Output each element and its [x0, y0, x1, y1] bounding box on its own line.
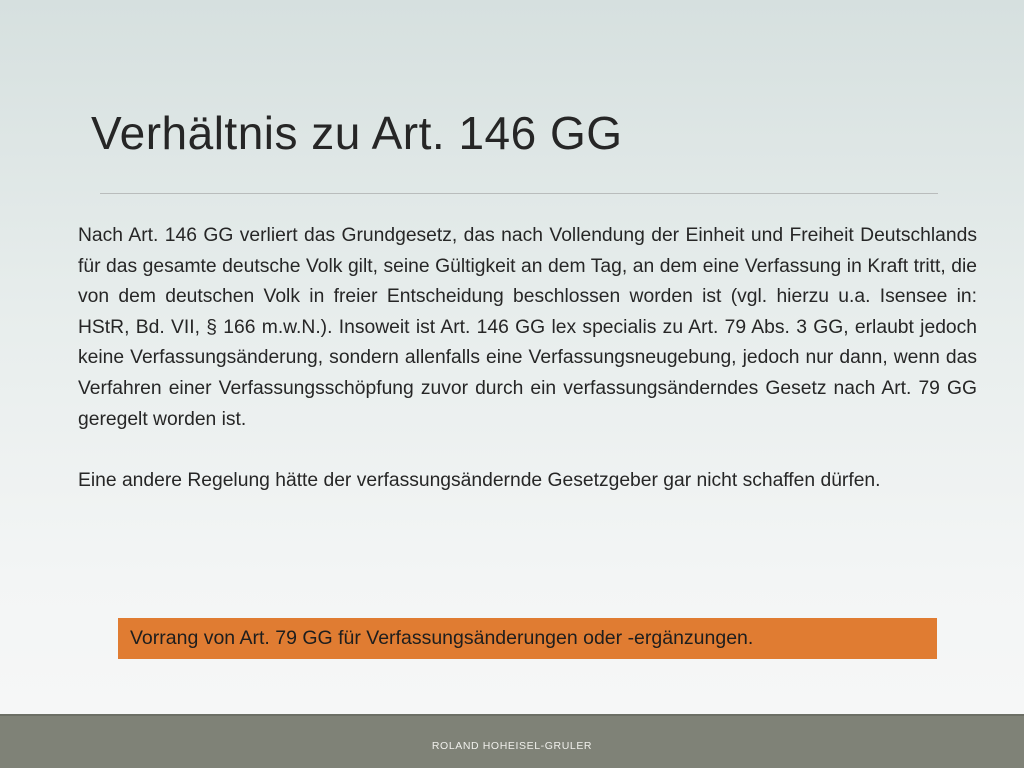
title-divider	[100, 193, 938, 194]
footer-author: ROLAND HOHEISEL-GRULER	[431, 740, 593, 752]
highlight-text: Vorrang von Art. 79 GG für Verfassungsänderungen oder -ergänzungen.	[130, 627, 754, 649]
highlight-box	[118, 618, 937, 659]
body-paragraph: Nach Art. 146 GG verliert das Grundgesetz, das nach Vollendung der Einheit und Freiheit Deutschlands für das gesamte deutsche Volk gilt, seine Gültigkeit an dem Tag, an dem eine Verfassung in Kraft tritt, die von dem deutschen Volk in freier Entscheidung beschlossen worden ist (vgl. hierzu u.a. Isensee in: HStR, Bd. VII, § 166 m.w.N.). Insoweit ist Art. 146 GG lex specialis zu Art. 79 Abs. 3 GG, erlaubt jedoch keine Verfassungsänderung, sondern allenfalls eine Verfassungsneugebung, jedoch nur dann, wenn das Verfahren einer Verfassungsschöpfung zuvor durch ein verfassungsänderndes Gesetz nach Art. 79 GG geregelt worden ist.	[78, 225, 977, 430]
footer-bar	[0, 714, 1024, 768]
slide-title: Verhältnis zu Art. 146 GG	[91, 107, 623, 159]
body-paragraph: Eine andere Regelung hätte der verfassungsändernde Gesetzgeber gar nicht schaffen dürfen.	[78, 469, 881, 491]
slide-body	[78, 221, 977, 496]
